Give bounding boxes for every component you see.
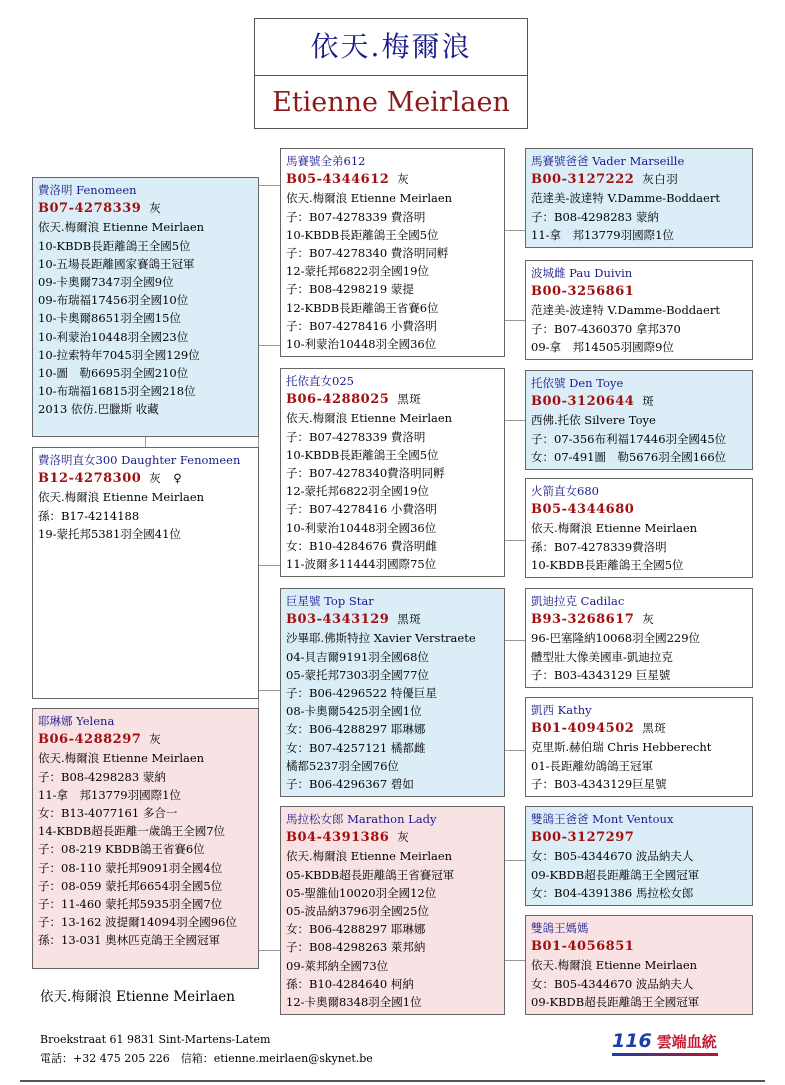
card-name: 費洛明直女300 Daughter Fenomeen [38, 453, 241, 467]
logo-number: 116 [612, 1030, 652, 1052]
card-detail-line: 10-卡奧爾8651羽全國15位 [38, 311, 181, 326]
pedigree-card-dam-dam [280, 806, 505, 1015]
card-color: 黑斑 [397, 612, 422, 627]
card-name: 火箭直女680 [531, 484, 599, 498]
card-ring-number: B05-4344680 [531, 502, 635, 518]
pedigree-card-dds [525, 806, 753, 906]
card-ring-row [531, 282, 747, 301]
card-ring-number: B00-3256861 [531, 284, 635, 300]
card-detail-line: 04-貝吉爾9191羽全國68位 [286, 649, 429, 664]
card-detail-line: 依天.梅爾浪 Etienne Meirlaen [38, 490, 205, 505]
card-detail-line: 子：B08-4298263 萊邦納 [286, 940, 426, 955]
card-detail-line: 子：07-356布利福17446羽全國45位 [531, 431, 727, 446]
card-detail-line: 子：B06-4296367 碧如 [286, 777, 414, 792]
card-detail-line: 子：B07-4278416 小費洛明 [286, 502, 437, 517]
card-detail-line: 05-波品納3796羽全國25位 [286, 904, 429, 919]
card-ring-row [38, 730, 253, 749]
card-detail-line: 05-聖雒仙10020羽全國12位 [286, 885, 437, 900]
card-ring-row [531, 170, 747, 189]
connector-dd [258, 950, 280, 951]
card-detail-line: 05-蒙托邦7303羽全國77位 [286, 667, 429, 682]
card-detail-line: 11-拿 邦13779羽國際1位 [38, 787, 181, 802]
card-detail-line: 女：B10-4284676 費洛明雌 [286, 538, 437, 553]
card-ring-row [531, 937, 747, 956]
card-detail-line: 2013 依仿.巴臘斯 收藏 [38, 402, 159, 417]
card-detail-line: 10-KBDB長距離鴿王全國5位 [531, 557, 684, 572]
card-detail-line: 子：08-219 KBDB鴿王省賽6位 [38, 842, 205, 857]
card-detail-line: 子：B07-4360370 拿邦370 [531, 321, 681, 336]
card-detail-line: 09-萊邦納全國73位 [286, 958, 389, 973]
pedigree-card-dam [32, 708, 259, 969]
card-detail-line: 14-KBDB超長距離一歲鴿王全國7位 [38, 824, 226, 839]
card-detail-line: 09-卡奧爾7347羽全國9位 [38, 275, 174, 290]
pedigree-card-sire-dam [280, 368, 505, 577]
card-detail-line: 12-卡奧爾8348羽全國1位 [286, 995, 422, 1010]
card-detail-line: 12-蒙托邦6822羽全國19位 [286, 264, 429, 279]
card-detail-line: 子：11-460 蒙托邦5935羽全國7位 [38, 897, 223, 912]
card-color: 灰白羽 [642, 172, 679, 187]
pedigree-card-sire-sire [280, 148, 505, 357]
card-detail-line: 子：B08-4298283 蒙納 [531, 209, 659, 224]
card-detail-line: 女：B05-4344670 波品納夫人 [531, 849, 694, 864]
pedigree-card-subject [32, 177, 259, 437]
card-detail-line: 女：07-491圖 勒5676羽全國166位 [531, 449, 727, 464]
title-box [254, 18, 528, 129]
card-detail-line: 子：B06-4296522 特優巨星 [286, 686, 437, 701]
card-detail-line: 依天.梅爾浪 Etienne Meirlaen [286, 411, 453, 426]
pedigree-card-daughter [32, 447, 259, 699]
connector-sds [505, 420, 525, 421]
card-name: 巨星號 Top Star [286, 594, 374, 608]
pedigree-card-ddd [525, 915, 753, 1015]
title-english: Etienne Meirlaen [272, 87, 510, 118]
card-detail-line: 女：B13-4077161 多合一 [38, 806, 178, 821]
card-name: 馬拉松女郎 Marathon Lady [286, 812, 437, 826]
connector-dss [505, 640, 525, 641]
card-detail-line: 依天.梅爾浪 Etienne Meirlaen [531, 958, 698, 973]
card-detail-line: 孫：B07-4278339費洛明 [531, 539, 667, 554]
card-detail-line: 子：B08-4298283 蒙納 [38, 769, 166, 784]
card-name: 雙鴿王爸爸 Mont Ventoux [531, 812, 674, 826]
connector-ssd [505, 320, 525, 321]
card-detail-line: 孫：B10-4284640 柯納 [286, 976, 414, 991]
connector-sire-link [258, 345, 280, 346]
card-name: 耶琳娜 Yelena [38, 714, 115, 728]
card-detail-line: 10-圖 勒6695羽全國210位 [38, 366, 189, 381]
card-detail-line: 子：08-110 蒙托邦9091羽全國4位 [38, 860, 223, 875]
pedigree-card-sds [525, 370, 753, 470]
card-detail-line: 12-蒙托邦6822羽全國19位 [286, 484, 429, 499]
connector-ss [258, 185, 280, 186]
card-ring-row [531, 828, 747, 847]
card-detail-line: 19-蒙托邦5381羽全國41位 [38, 526, 181, 541]
logo-text: 雲端血統 [656, 1033, 717, 1051]
connector-ddd [505, 960, 525, 961]
card-color: 灰 [397, 830, 410, 845]
card-detail-line: 01-長距離幼鴿鴿王冠軍 [531, 758, 654, 773]
connector-subject-daughter [145, 437, 146, 447]
card-ring-number: B01-4094502 [531, 721, 635, 737]
card-color: 灰 [149, 732, 162, 747]
card-color: 黑斑 [397, 392, 422, 407]
card-detail-line: 子：B08-4298219 蒙提 [286, 282, 414, 297]
card-name: 波城雌 Pau Duivin [531, 266, 633, 280]
card-color: 灰 [642, 612, 655, 627]
card-detail-line: 女：B07-4257121 橘都雌 [286, 740, 426, 755]
card-ring-number: B00-3127297 [531, 830, 635, 846]
footer-address: Broekstraat 61 9831 Sint-Martens-Latem [40, 1033, 271, 1046]
card-color: 斑 [642, 394, 655, 409]
card-ring-number: B01-4056851 [531, 939, 635, 955]
logo-underline [612, 1053, 718, 1056]
card-ring-number: B05-4344612 [286, 172, 390, 188]
card-detail-line: 10-KBDB長距離鴿王全國5位 [286, 227, 439, 242]
card-detail-line: 10-利蒙治10448羽全國23位 [38, 329, 189, 344]
card-ring-number: B00-3120644 [531, 394, 635, 410]
card-detail-line: 10-布瑞福16815羽全國218位 [38, 384, 196, 399]
card-name: 馬賽號全弟612 [286, 154, 366, 168]
card-detail-line: 10-利蒙治10448羽全國36位 [286, 337, 437, 352]
card-detail-line: 96-巴塞隆納10068羽全國229位 [531, 631, 701, 646]
bottom-rule [20, 1080, 765, 1082]
card-detail-line: 子：08-059 蒙托邦6654羽全國5位 [38, 878, 223, 893]
card-ring-number: B04-4391386 [286, 830, 390, 846]
connector-sss [505, 230, 525, 231]
card-detail-line: 依天.梅爾浪 Etienne Meirlaen [531, 521, 698, 536]
card-ring-row [531, 719, 747, 738]
card-detail-line: 10-利蒙治10448羽全國36位 [286, 520, 437, 535]
card-ring-number: B03-4343129 [286, 612, 390, 628]
card-name: 凱迪拉克 Cadilac [531, 594, 625, 608]
card-detail-line: 依天.梅爾浪 Etienne Meirlaen [286, 849, 453, 864]
card-detail-line: 12-KBDB長距離鴿王省賽6位 [286, 300, 439, 315]
card-detail-line: 11-波爾多11444羽國際75位 [286, 557, 437, 572]
card-detail-line: 克里斯.赫伯瑞 Chris Hebberecht [531, 740, 712, 755]
connector-dsd [505, 750, 525, 751]
card-detail-line: 09-KBDB超長距離鴿王全國冠軍 [531, 994, 700, 1009]
connector-sd [258, 565, 280, 566]
card-detail-line: 09-布瑞福17456羽全國10位 [38, 293, 189, 308]
card-ring-number: B00-3127222 [531, 172, 635, 188]
card-ring-row [531, 500, 747, 519]
card-detail-line: 女：B04-4391386 馬拉松女郎 [531, 885, 694, 900]
card-ring-number: B06-4288297 [38, 732, 142, 748]
card-detail-line: 05-KBDB超長距離鴿王省賽冠軍 [286, 867, 455, 882]
card-ring-row [531, 610, 747, 629]
card-detail-line: 女：B05-4344670 波品納夫人 [531, 976, 694, 991]
card-detail-line: 范達美-波達特 V.Damme-Boddaert [531, 191, 720, 206]
card-ring-number: B06-4288025 [286, 392, 390, 408]
card-detail-line: 08-卡奧爾5425羽全國1位 [286, 704, 422, 719]
card-name: 馬賽號爸爸 Vader Marseille [531, 154, 685, 168]
card-detail-line: 子：B07-4278339 費洛明 [286, 429, 426, 444]
card-detail-line: 子：B07-4278340 費洛明同孵 [286, 246, 449, 261]
card-ring-number: B07-4278339 [38, 201, 142, 217]
connector-ds [258, 690, 280, 691]
footer-contact: 電話：+32 475 205 226 信箱：etienne.meirlaen@skynet.be [40, 1052, 373, 1065]
footer [40, 1030, 373, 1068]
card-name: 凱西 Kathy [531, 703, 592, 717]
card-detail-line: 孫：13-031 奧林匹克鴿王全國冠軍 [38, 933, 221, 948]
owner-name: 依天.梅爾浪 Etienne Meirlaen [40, 989, 235, 1005]
card-detail-line: 子：B07-4278340費洛明同孵 [286, 466, 445, 481]
card-ring-row [286, 390, 499, 409]
card-ring-row [286, 170, 499, 189]
card-detail-line: 橘都5237羽全國76位 [286, 758, 399, 773]
card-detail-line: 依天.梅爾浪 Etienne Meirlaen [286, 191, 453, 206]
pedigree-card-ssd [525, 260, 753, 360]
card-detail-line: 子：B03-4343129 巨星號 [531, 667, 671, 682]
card-detail-line: 女：B06-4288297 耶琳娜 [286, 722, 426, 737]
card-detail-line: 子：B03-4343129巨星號 [531, 776, 667, 791]
card-detail-line: 體型壯大像美國車-凱迪拉克 [531, 649, 673, 664]
pedigree-card-dam-sire [280, 588, 505, 797]
pedigree-card-dsd [525, 697, 753, 797]
pedigree-card-dss [525, 588, 753, 688]
card-detail-line: 10-拉索特年7045羽全國129位 [38, 347, 200, 362]
card-detail-line: 10-KBDB長距離鴿王全國5位 [286, 447, 439, 462]
title-chinese: 依天.梅爾浪 [255, 19, 527, 76]
card-ring-row [38, 199, 253, 218]
card-detail-line: 沙畢耶.佛斯特拉 Xavier Verstraete [286, 631, 476, 646]
card-color: 灰 [397, 172, 410, 187]
card-color: 灰 ♀ [149, 471, 183, 486]
card-name: 托依號 Den Toye [531, 376, 624, 390]
connector-dds [505, 860, 525, 861]
card-ring-number: B93-3268617 [531, 612, 635, 628]
card-color: 黑斑 [642, 721, 667, 736]
card-ring-number: B12-4278300 [38, 471, 142, 487]
card-detail-line: 09-拿 邦14505羽國際9位 [531, 339, 674, 354]
card-detail-line: 女：B06-4288297 耶琳娜 [286, 922, 426, 937]
pedigree-card-sss [525, 148, 753, 248]
card-detail-line: 依天.梅爾浪 Etienne Meirlaen [38, 751, 205, 766]
connector-sdd [505, 540, 525, 541]
card-detail-line: 依天.梅爾浪 Etienne Meirlaen [38, 220, 205, 235]
card-detail-line: 10-KBDB長距離鴿王全國5位 [38, 238, 191, 253]
card-ring-row [531, 392, 747, 411]
card-name: 費洛明 Fenomeen [38, 183, 137, 197]
pedigree-card-sdd [525, 478, 753, 578]
card-detail-line: 子：B07-4278416 小費洛明 [286, 318, 437, 333]
card-detail-line: 10-五場長距離國家賽鴿王冠軍 [38, 256, 195, 271]
card-detail-line: 09-KBDB超長距離鴿王全國冠軍 [531, 867, 700, 882]
card-detail-line: 孫：B17-4214188 [38, 508, 140, 523]
card-detail-line: 子：B07-4278339 費洛明 [286, 209, 426, 224]
card-detail-line: 子：13-162 波提爾14094羽全國96位 [38, 915, 237, 930]
card-name: 雙鴿王媽媽 [531, 921, 589, 935]
card-detail-line: 范達美-波達特 V.Damme-Boddaert [531, 303, 720, 318]
card-detail-line: 西佛.托依 Silvere Toye [531, 413, 656, 428]
card-ring-row [38, 469, 253, 488]
card-ring-row [286, 610, 499, 629]
card-detail-line: 11-拿 邦13779羽國際1位 [531, 227, 674, 242]
card-color: 灰 [149, 201, 162, 216]
logo [612, 1030, 718, 1056]
card-name: 托依直女025 [286, 374, 354, 388]
card-ring-row [286, 828, 499, 847]
